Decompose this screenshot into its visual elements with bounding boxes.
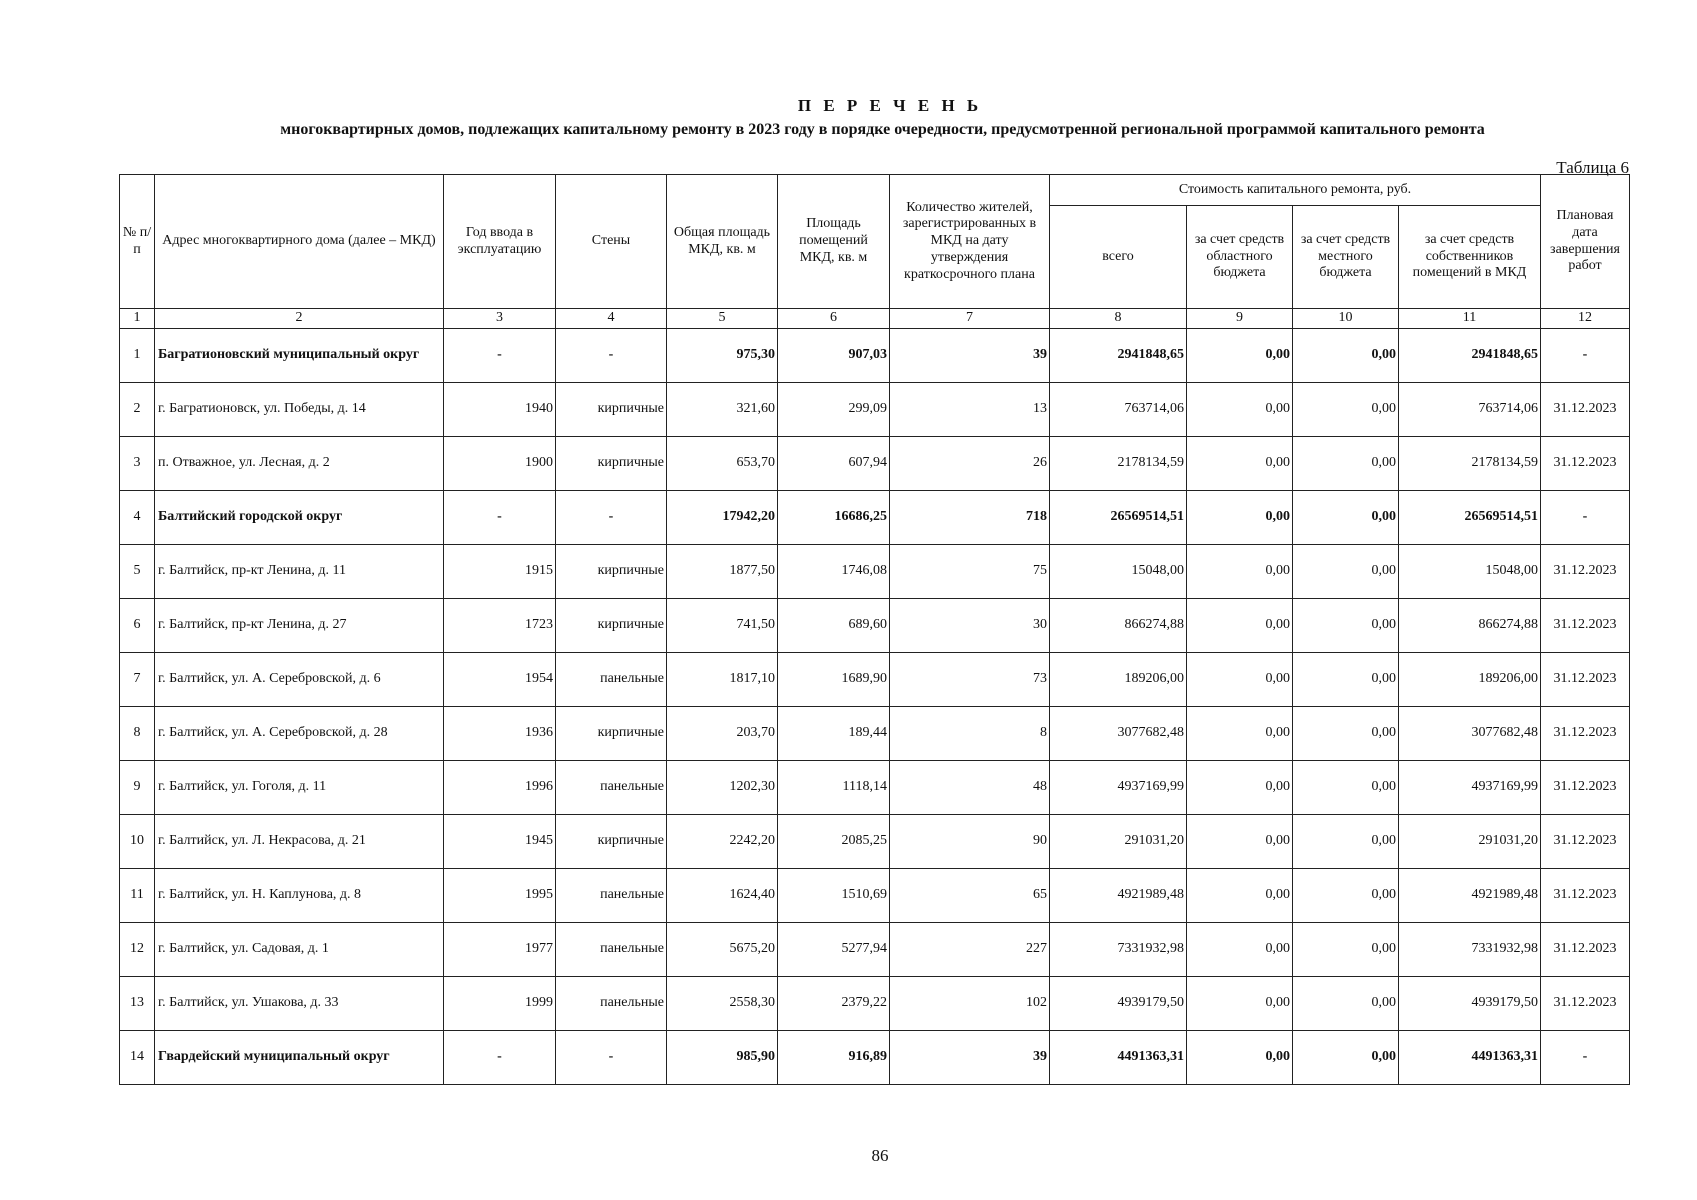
total-area-cell: 321,60	[667, 383, 778, 437]
column-number: 5	[667, 309, 778, 329]
cost-local-cell: 0,00	[1293, 815, 1399, 869]
address-cell: Балтийский городской округ	[155, 491, 444, 545]
header-num: № п/п	[120, 175, 155, 309]
column-number: 6	[778, 309, 890, 329]
residents-cell: 90	[890, 815, 1050, 869]
total-area-cell: 203,70	[667, 707, 778, 761]
district-total-row	[120, 329, 1630, 383]
cost-total-cell: 4937169,99	[1050, 761, 1187, 815]
walls-cell: кирпичные	[556, 707, 667, 761]
cost-regional-cell: 0,00	[1187, 1031, 1293, 1085]
header-year: Год ввода в эксплуатацию	[444, 175, 556, 309]
total-area-cell: 17942,20	[667, 491, 778, 545]
column-number: 7	[890, 309, 1050, 329]
cost-total-cell: 15048,00	[1050, 545, 1187, 599]
planned-date-cell: -	[1541, 491, 1630, 545]
district-total-row	[120, 491, 1630, 545]
column-number: 8	[1050, 309, 1187, 329]
premises-area-cell: 2085,25	[778, 815, 890, 869]
row-number: 9	[120, 761, 155, 815]
year-cell: 1915	[444, 545, 556, 599]
walls-cell: панельные	[556, 977, 667, 1031]
walls-cell: кирпичные	[556, 545, 667, 599]
planned-date-cell: 31.12.2023	[1541, 815, 1630, 869]
header-cost-owners: за счет средств собственников помещений в МКД	[1399, 206, 1541, 309]
cost-owners-cell: 763714,06	[1399, 383, 1541, 437]
planned-date-cell: 31.12.2023	[1541, 383, 1630, 437]
table-label: Таблица 6	[1556, 158, 1629, 177]
cost-regional-cell: 0,00	[1187, 761, 1293, 815]
total-area-cell: 2242,20	[667, 815, 778, 869]
header-cost-group: Стоимость капитального ремонта, руб.	[1050, 175, 1541, 206]
row-number: 2	[120, 383, 155, 437]
cost-regional-cell: 0,00	[1187, 383, 1293, 437]
document-subtitle: многоквартирных домов, подлежащих капитальному ремонту в 2023 году в порядке очередности, предусмотренной региональной программой капитального ремонта	[280, 121, 1485, 138]
residents-cell: 73	[890, 653, 1050, 707]
cost-total-cell: 26569514,51	[1050, 491, 1187, 545]
planned-date-cell: 31.12.2023	[1541, 923, 1630, 977]
planned-date-cell: 31.12.2023	[1541, 599, 1630, 653]
premises-area-cell: 916,89	[778, 1031, 890, 1085]
total-area-cell: 1877,50	[667, 545, 778, 599]
year-cell: 1723	[444, 599, 556, 653]
header-cost-regional: за счет средств областного бюджета	[1187, 206, 1293, 309]
year-cell: 1900	[444, 437, 556, 491]
residents-cell: 30	[890, 599, 1050, 653]
cost-owners-cell: 15048,00	[1399, 545, 1541, 599]
walls-cell: панельные	[556, 761, 667, 815]
cost-regional-cell: 0,00	[1187, 869, 1293, 923]
year-cell: 1936	[444, 707, 556, 761]
address-cell: г. Балтийск, пр-кт Ленина, д. 27	[155, 599, 444, 653]
total-area-cell: 985,90	[667, 1031, 778, 1085]
row-number: 1	[120, 329, 155, 383]
cost-regional-cell: 0,00	[1187, 437, 1293, 491]
header-walls: Стены	[556, 175, 667, 309]
cost-owners-cell: 2941848,65	[1399, 329, 1541, 383]
address-cell: г. Балтийск, ул. А. Серебровской, д. 6	[155, 653, 444, 707]
column-number: 1	[120, 309, 155, 329]
total-area-cell: 1202,30	[667, 761, 778, 815]
table-row	[120, 545, 1630, 599]
row-number: 11	[120, 869, 155, 923]
table-row	[120, 977, 1630, 1031]
cost-owners-cell: 3077682,48	[1399, 707, 1541, 761]
row-number: 8	[120, 707, 155, 761]
premises-area-cell: 189,44	[778, 707, 890, 761]
table-row	[120, 761, 1630, 815]
column-number: 9	[1187, 309, 1293, 329]
cost-total-cell: 291031,20	[1050, 815, 1187, 869]
header-planned-date: Плановая дата завершения работ	[1541, 175, 1630, 309]
cost-owners-cell: 4491363,31	[1399, 1031, 1541, 1085]
premises-area-cell: 1746,08	[778, 545, 890, 599]
cost-local-cell: 0,00	[1293, 1031, 1399, 1085]
cost-owners-cell: 291031,20	[1399, 815, 1541, 869]
address-cell: г. Балтийск, ул. Ушакова, д. 33	[155, 977, 444, 1031]
planned-date-cell: -	[1541, 1031, 1630, 1085]
residents-cell: 718	[890, 491, 1050, 545]
planned-date-cell: 31.12.2023	[1541, 545, 1630, 599]
total-area-cell: 2558,30	[667, 977, 778, 1031]
cost-total-cell: 189206,00	[1050, 653, 1187, 707]
cost-regional-cell: 0,00	[1187, 599, 1293, 653]
premises-area-cell: 1510,69	[778, 869, 890, 923]
premises-area-cell: 2379,22	[778, 977, 890, 1031]
planned-date-cell: 31.12.2023	[1541, 437, 1630, 491]
year-cell: 1995	[444, 869, 556, 923]
premises-area-cell: 1118,14	[778, 761, 890, 815]
cost-total-cell: 4491363,31	[1050, 1031, 1187, 1085]
planned-date-cell: 31.12.2023	[1541, 761, 1630, 815]
premises-area-cell: 689,60	[778, 599, 890, 653]
cost-owners-cell: 2178134,59	[1399, 437, 1541, 491]
residents-cell: 48	[890, 761, 1050, 815]
table-row	[120, 437, 1630, 491]
total-area-cell: 975,30	[667, 329, 778, 383]
year-cell: 1999	[444, 977, 556, 1031]
walls-cell: -	[556, 329, 667, 383]
table-row	[120, 599, 1630, 653]
address-cell: Гвардейский муниципальный округ	[155, 1031, 444, 1085]
cost-local-cell: 0,00	[1293, 599, 1399, 653]
column-number: 10	[1293, 309, 1399, 329]
cost-regional-cell: 0,00	[1187, 707, 1293, 761]
residents-cell: 102	[890, 977, 1050, 1031]
cost-owners-cell: 26569514,51	[1399, 491, 1541, 545]
total-area-cell: 1817,10	[667, 653, 778, 707]
cost-owners-cell: 4937169,99	[1399, 761, 1541, 815]
planned-date-cell: 31.12.2023	[1541, 653, 1630, 707]
walls-cell: -	[556, 1031, 667, 1085]
header-address: Адрес многоквартирного дома (далее – МКД)	[155, 175, 444, 309]
year-cell: 1945	[444, 815, 556, 869]
year-cell: -	[444, 491, 556, 545]
cost-regional-cell: 0,00	[1187, 815, 1293, 869]
cost-regional-cell: 0,00	[1187, 545, 1293, 599]
row-number: 5	[120, 545, 155, 599]
column-number: 3	[444, 309, 556, 329]
repair-list-table	[119, 174, 1630, 1085]
cost-owners-cell: 4939179,50	[1399, 977, 1541, 1031]
walls-cell: кирпичные	[556, 599, 667, 653]
row-number: 10	[120, 815, 155, 869]
column-number: 11	[1399, 309, 1541, 329]
cost-total-cell: 7331932,98	[1050, 923, 1187, 977]
residents-cell: 227	[890, 923, 1050, 977]
cost-regional-cell: 0,00	[1187, 977, 1293, 1031]
column-number: 4	[556, 309, 667, 329]
cost-total-cell: 763714,06	[1050, 383, 1187, 437]
total-area-cell: 1624,40	[667, 869, 778, 923]
year-cell: -	[444, 1031, 556, 1085]
cost-total-cell: 4939179,50	[1050, 977, 1187, 1031]
table-row	[120, 653, 1630, 707]
cost-local-cell: 0,00	[1293, 383, 1399, 437]
cost-owners-cell: 7331932,98	[1399, 923, 1541, 977]
walls-cell: кирпичные	[556, 815, 667, 869]
premises-area-cell: 16686,25	[778, 491, 890, 545]
cost-local-cell: 0,00	[1293, 437, 1399, 491]
planned-date-cell: 31.12.2023	[1541, 869, 1630, 923]
table-row	[120, 815, 1630, 869]
document-title: П Е Р Е Ч Е Н Ь	[797, 96, 983, 115]
address-cell: г. Балтийск, ул. Л. Некрасова, д. 21	[155, 815, 444, 869]
cost-local-cell: 0,00	[1293, 545, 1399, 599]
cost-local-cell: 0,00	[1293, 329, 1399, 383]
table-row	[120, 869, 1630, 923]
cost-local-cell: 0,00	[1293, 491, 1399, 545]
row-number: 14	[120, 1031, 155, 1085]
cost-local-cell: 0,00	[1293, 977, 1399, 1031]
year-cell: 1940	[444, 383, 556, 437]
column-number-row	[120, 309, 1630, 329]
header-residents: Количество жителей, зарегистрированных в МКД на дату утверждения краткосрочного плана	[890, 175, 1050, 309]
row-number: 12	[120, 923, 155, 977]
address-cell: г. Балтийск, пр-кт Ленина, д. 11	[155, 545, 444, 599]
table-row	[120, 923, 1630, 977]
table-body	[120, 329, 1630, 1085]
address-cell: г. Балтийск, ул. А. Серебровской, д. 28	[155, 707, 444, 761]
premises-area-cell: 1689,90	[778, 653, 890, 707]
cost-total-cell: 866274,88	[1050, 599, 1187, 653]
cost-local-cell: 0,00	[1293, 923, 1399, 977]
address-cell: п. Отважное, ул. Лесная, д. 2	[155, 437, 444, 491]
row-number: 4	[120, 491, 155, 545]
cost-local-cell: 0,00	[1293, 761, 1399, 815]
walls-cell: панельные	[556, 869, 667, 923]
header-total-area: Общая площадь МКД, кв. м	[667, 175, 778, 309]
page-number: 86	[871, 1146, 889, 1165]
address-cell: Багратионовский муниципальный округ	[155, 329, 444, 383]
address-cell: г. Балтийск, ул. Садовая, д. 1	[155, 923, 444, 977]
walls-cell: панельные	[556, 653, 667, 707]
residents-cell: 8	[890, 707, 1050, 761]
cost-owners-cell: 189206,00	[1399, 653, 1541, 707]
cost-owners-cell: 866274,88	[1399, 599, 1541, 653]
year-cell: -	[444, 329, 556, 383]
row-number: 7	[120, 653, 155, 707]
walls-cell: панельные	[556, 923, 667, 977]
cost-local-cell: 0,00	[1293, 869, 1399, 923]
header-premises-area: Площадь помещений МКД, кв. м	[778, 175, 890, 309]
table-row	[120, 707, 1630, 761]
year-cell: 1996	[444, 761, 556, 815]
residents-cell: 39	[890, 329, 1050, 383]
cost-local-cell: 0,00	[1293, 653, 1399, 707]
residents-cell: 75	[890, 545, 1050, 599]
cost-regional-cell: 0,00	[1187, 653, 1293, 707]
cost-regional-cell: 0,00	[1187, 329, 1293, 383]
premises-area-cell: 5277,94	[778, 923, 890, 977]
cost-total-cell: 4921989,48	[1050, 869, 1187, 923]
residents-cell: 39	[890, 1031, 1050, 1085]
row-number: 3	[120, 437, 155, 491]
premises-area-cell: 299,09	[778, 383, 890, 437]
premises-area-cell: 607,94	[778, 437, 890, 491]
header-cost-local: за счет средств местного бюджета	[1293, 206, 1399, 309]
walls-cell: кирпичные	[556, 437, 667, 491]
residents-cell: 13	[890, 383, 1050, 437]
walls-cell: кирпичные	[556, 383, 667, 437]
header-cost-total: всего	[1050, 206, 1187, 309]
row-number: 13	[120, 977, 155, 1031]
total-area-cell: 653,70	[667, 437, 778, 491]
walls-cell: -	[556, 491, 667, 545]
column-number: 2	[155, 309, 444, 329]
column-number: 12	[1541, 309, 1630, 329]
cost-total-cell: 2178134,59	[1050, 437, 1187, 491]
planned-date-cell: 31.12.2023	[1541, 977, 1630, 1031]
address-cell: г. Балтийск, ул. Н. Каплунова, д. 8	[155, 869, 444, 923]
cost-regional-cell: 0,00	[1187, 923, 1293, 977]
cost-local-cell: 0,00	[1293, 707, 1399, 761]
residents-cell: 65	[890, 869, 1050, 923]
premises-area-cell: 907,03	[778, 329, 890, 383]
address-cell: г. Багратионовск, ул. Победы, д. 14	[155, 383, 444, 437]
planned-date-cell: -	[1541, 329, 1630, 383]
total-area-cell: 741,50	[667, 599, 778, 653]
cost-total-cell: 2941848,65	[1050, 329, 1187, 383]
district-total-row	[120, 1031, 1630, 1085]
cost-total-cell: 3077682,48	[1050, 707, 1187, 761]
row-number: 6	[120, 599, 155, 653]
total-area-cell: 5675,20	[667, 923, 778, 977]
cost-owners-cell: 4921989,48	[1399, 869, 1541, 923]
year-cell: 1954	[444, 653, 556, 707]
residents-cell: 26	[890, 437, 1050, 491]
planned-date-cell: 31.12.2023	[1541, 707, 1630, 761]
cost-regional-cell: 0,00	[1187, 491, 1293, 545]
address-cell: г. Балтийск, ул. Гоголя, д. 11	[155, 761, 444, 815]
year-cell: 1977	[444, 923, 556, 977]
table-row	[120, 383, 1630, 437]
